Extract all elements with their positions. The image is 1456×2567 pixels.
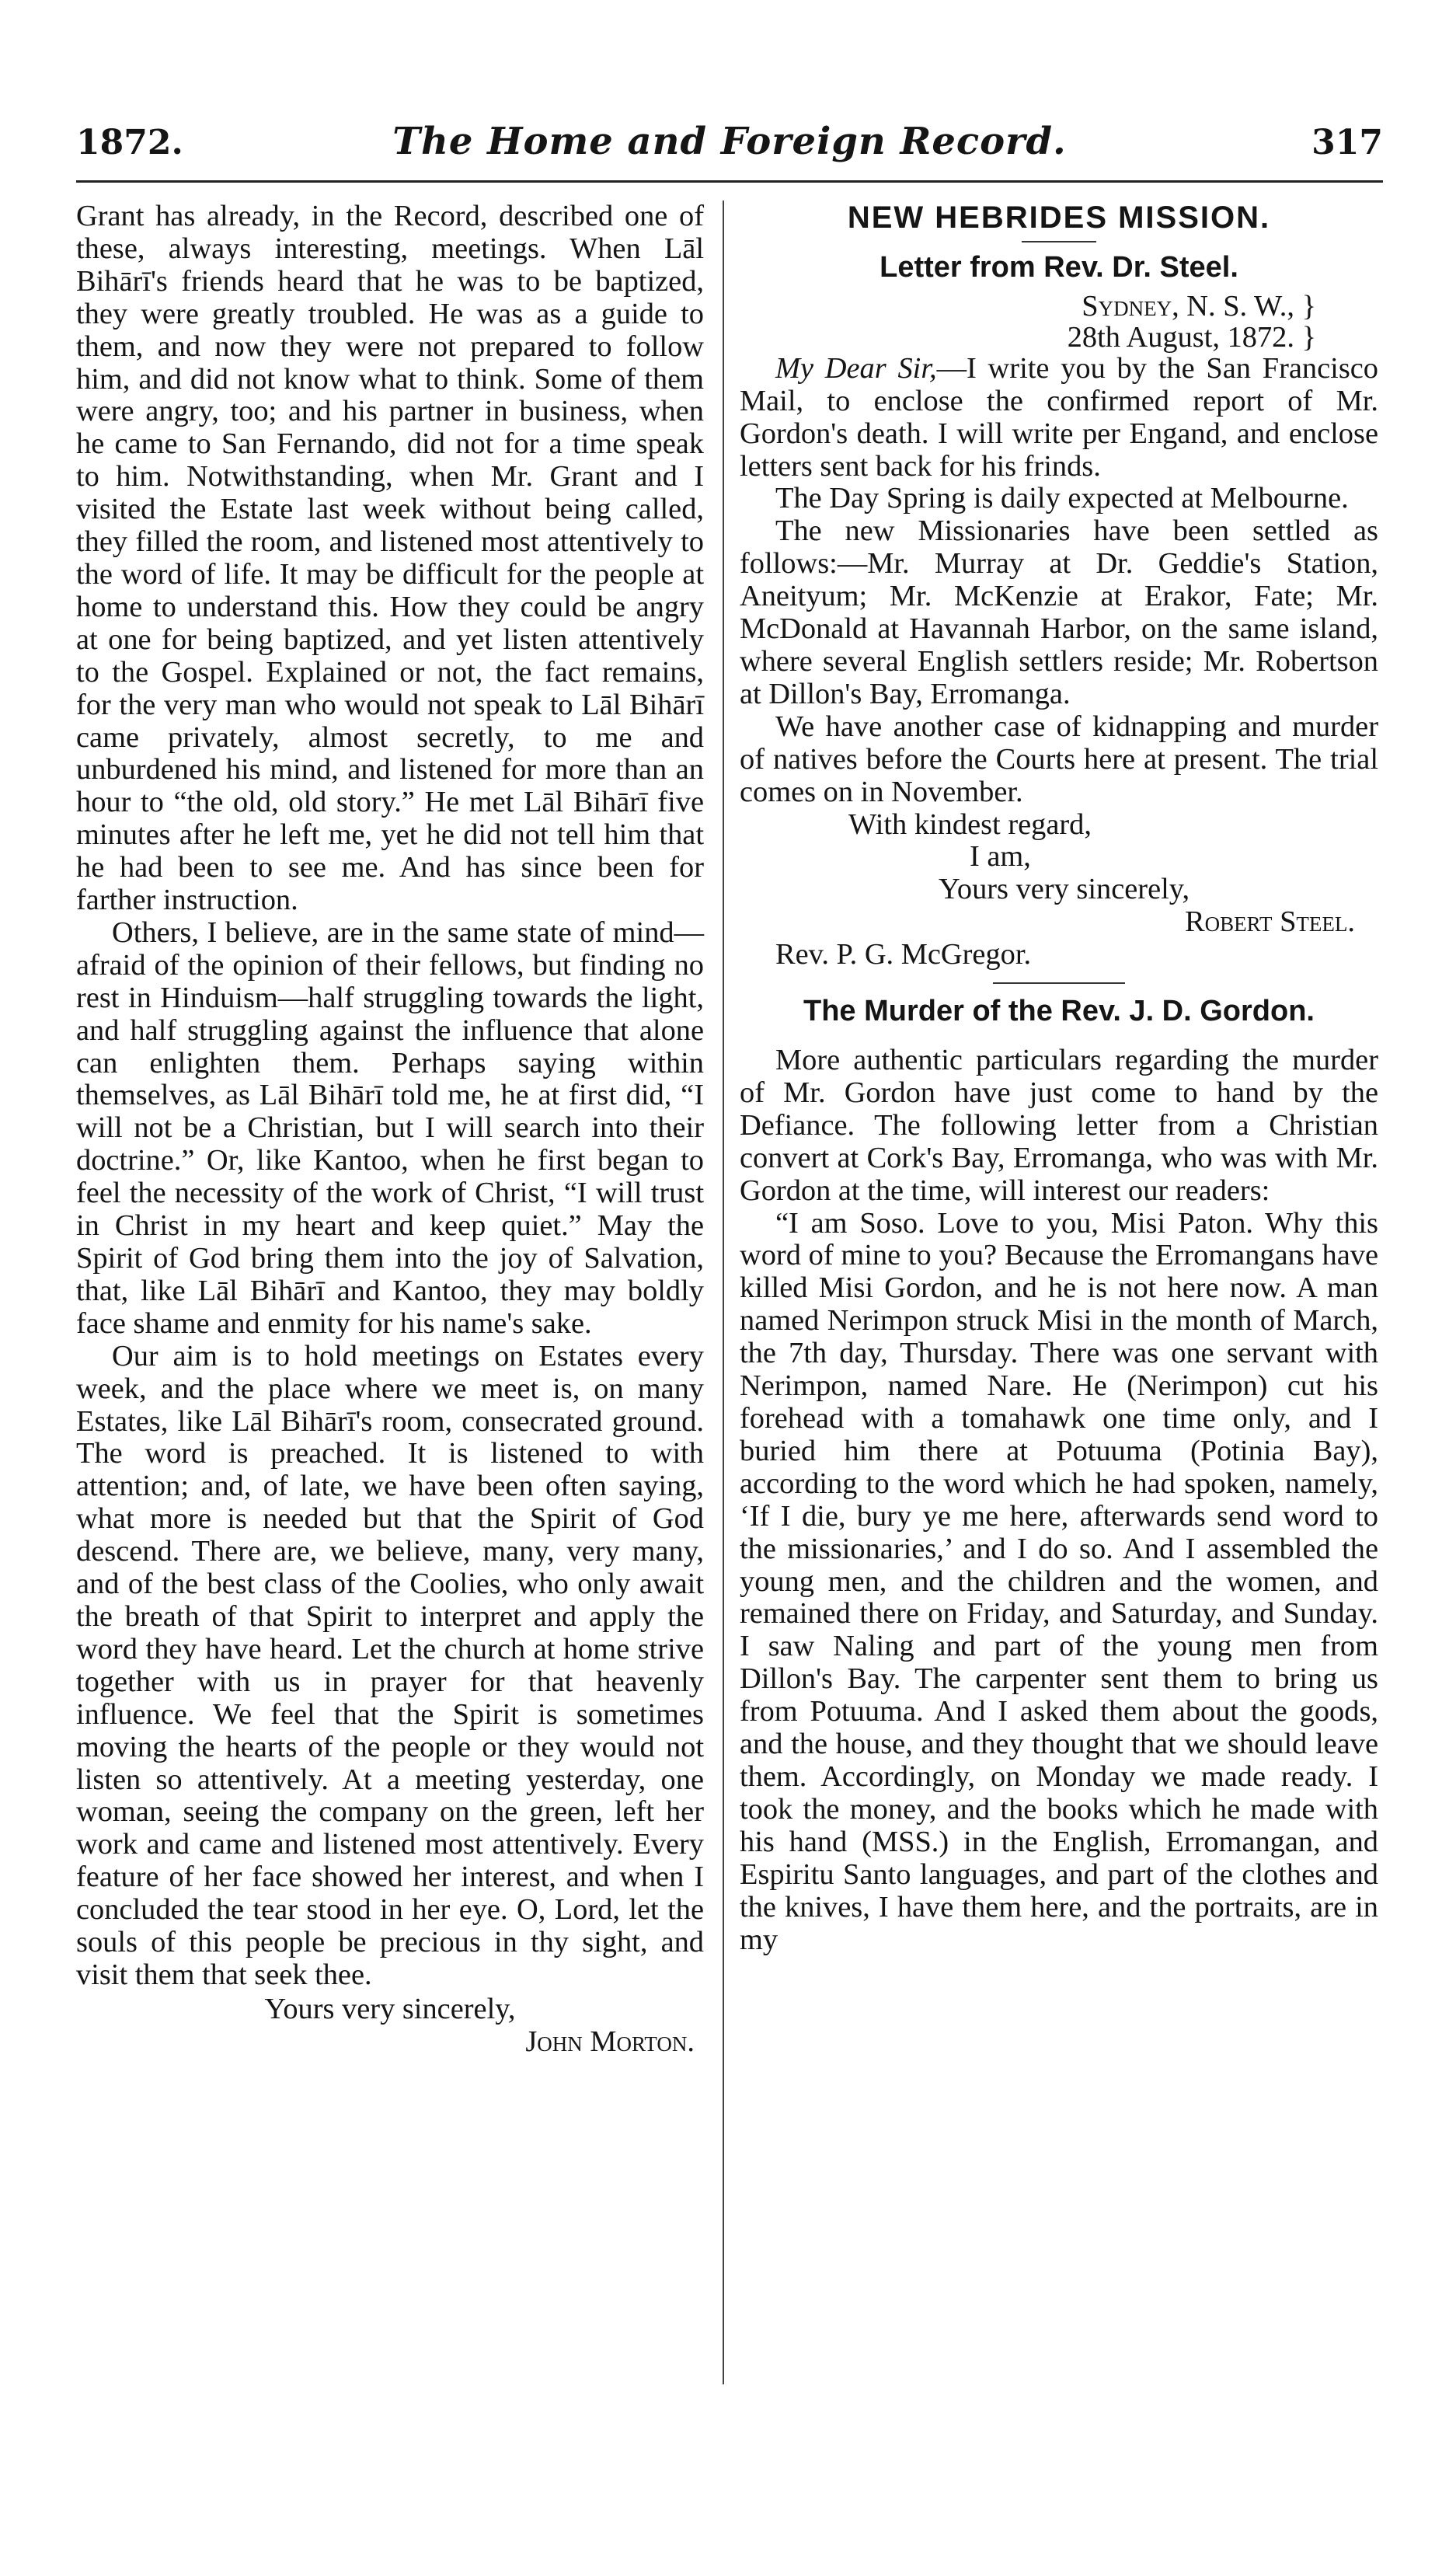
left-closing: Yours very sincerely,	[264, 1992, 516, 2025]
left-column	[76, 201, 704, 2059]
article-paragraph-1: More authentic particulars regarding the murder of Mr. Gordon have just come to hand by the Defiance. The following letter from a Christian convert at Cork's Bay, Erromanga, who was with Mr. Gordon at the time, will interest our readers:	[740, 1044, 1378, 1207]
left-paragraph-3: Our aim is to hold meetings on Estates every week, and the place where we meet is, on many Estates, like Lāl Bihārī's room, consecrated ground. The word is preached. It is listened to with attention; and, of late, we have been often saying, what more is needed but that the Spirit of God descend. There are, we believe, many, very many, and of the best class of the Coolies, who only await the breath of that Spirit to interpret and apply the word they have heard. Let the church at home strive together with us in prayer for that heavenly influence. We feel that the Spirit is sometimes moving the hearts of the people or they would not listen so attentively. At a meeting yesterday, one woman, seeing the company on the green, left her work and came and listened most attentively. Every feature of her face showed her interest, and when I concluded the tear stood in her eye. O, Lord, let the souls of this people be precious in thy sight, and visit them that seek thee.	[76, 1339, 704, 1991]
section-title: NEW HEBRIDES MISSION.	[847, 201, 1271, 235]
section-rule	[1022, 241, 1096, 242]
letter-addressee: Rev. P. G. McGregor.	[775, 938, 1032, 971]
letter-paragraph-2: The Day Spring is daily expected at Melbourne.	[775, 482, 1349, 515]
running-header	[76, 120, 1383, 183]
header-title: The Home and Foreign Record.	[392, 120, 1067, 163]
dateline-place: Sydney, N. S. W.,	[1082, 289, 1294, 323]
left-signature: John Morton.	[525, 2025, 695, 2058]
article-paragraph-2: “I am Soso. Love to you, Misi Paton. Why this word of mine to you? Because the Erromangans have killed Misi Gordon, and he is not here now. A man named Nerimpon struck Misi in the month of March, the 7th day, Thursday. There was one servant with Nerimpon, named Nare. He (Nerimpon) cut his forehead with a tomahawk one time only, and I buried him there at Potuuma (Potinia Bay), according to the word which he had spoken, namely, ‘If I die, bury ye me here, afterwards send word to the missionaries,’ and I do so. And I assembled the young men, and the children and the women, and remained there on Friday, and Saturday, and Sunday. I saw Naling and part of the young men from Dillon's Bay. The carpenter sent them to bring us from Potuuma. And I asked them about the goods, and the house, and they thought that we should leave them. Accordingly, on Monday we made ready. I took the money, and the books which he made with his hand (MSS.) in the English, Erromangan, and Espiritu Santo languages, and part of the clothes and the knives, I have them here, and the portraits, are in my	[740, 1206, 1378, 1956]
page-number: 317	[1311, 123, 1383, 162]
letter-closing-1: With kindest regard,	[848, 807, 1092, 841]
letter-paragraph-4: We have another case of kidnapping and murder of natives before the Courts here at present. The trial comes on in November.	[740, 710, 1378, 808]
article-rule	[993, 982, 1125, 984]
left-paragraph-1: Grant has already, in the Record, described one of these, always interesting, meetings. When Lāl Bihārī's friends heard that he was to be baptized, they were greatly troubled. He was as a guide to them, and now they were not prepared to follow him, and did not know what to think. Some of them were angry, too; and his partner in business, when he came to San Fernando, did not for a time speak to him. Notwithstanding, when Mr. Grant and I visited the Estate last week without being called, they filled the room, and listened most attentively to the word of life. It may be difficult for the people at home to understand this. How they could be angry at one for being baptized, and yet listen attentively to the Gospel. Explained or not, the fact remains, for the very man who would not speak to Lāl Bihārī came privately, almost secretly, to me and unburdened his mind, and listened for more than an hour to “the old, old story.” He met Lāl Bihārī five minutes after he left me, yet he did not tell him that he had been to see me. And has since been for farther instruction.	[76, 200, 704, 917]
column-divider	[723, 201, 724, 2384]
letter-closing-3: Yours very sincerely,	[939, 873, 1190, 906]
dateline-date: 28th August, 1872.	[1067, 320, 1294, 354]
salutation: My Dear Sir,	[775, 351, 937, 385]
letter-signature: Robert Steel.	[1184, 905, 1355, 939]
article-title: The Murder of the Rev. J. D. Gordon.	[803, 995, 1315, 1028]
letter-paragraph-3: The new Missionaries have been settled as follows:—Mr. Murray at Dr. Geddie's Station, Aneityum; Mr. McKenzie at Erakor, Fate; Mr. McDonald at Havannah Harbor, on the same island, where several English settlers reside; Mr. Robertson at Dillon's Bay, Erromanga.	[740, 514, 1378, 710]
left-paragraph-2: Others, I believe, are in the same state of mind—afraid of the opinion of their fellows, but finding no rest in Hinduism—half struggling towards the light, and half struggling against the influence that alone can enlighten them. Perhaps saying within themselves, as Lāl Bihārī told me, he at first did, “I will not be a Christian, but I will search into their doctrine.” Or, like Kantoo, when he first began to feel the necessity of the work of Christ, “I will trust in Christ in my heart and keep quiet.” May the Spirit of God bring them into the joy of Salvation, that, like Lāl Bihārī and Kantoo, they may boldly face shame and enmity for his name's sake.	[76, 916, 704, 1340]
letter-title: Letter from Rev. Dr. Steel.	[880, 250, 1238, 284]
letter-paragraph-1	[740, 353, 1378, 483]
right-column	[740, 201, 1378, 1956]
letter-closing-2: I am,	[970, 840, 1031, 874]
header-year: 1872.	[76, 123, 183, 162]
dateline: Sydney, N. S. W., } 28th August, 1872. }	[1067, 289, 1316, 354]
letter-paragraph-1-text: —I write you by the San Francisco Mail, to enclose the confirmed report of Mr. Gordon's death. I will write per Engand, and enclose letters sent back for his frinds.	[740, 351, 1378, 483]
